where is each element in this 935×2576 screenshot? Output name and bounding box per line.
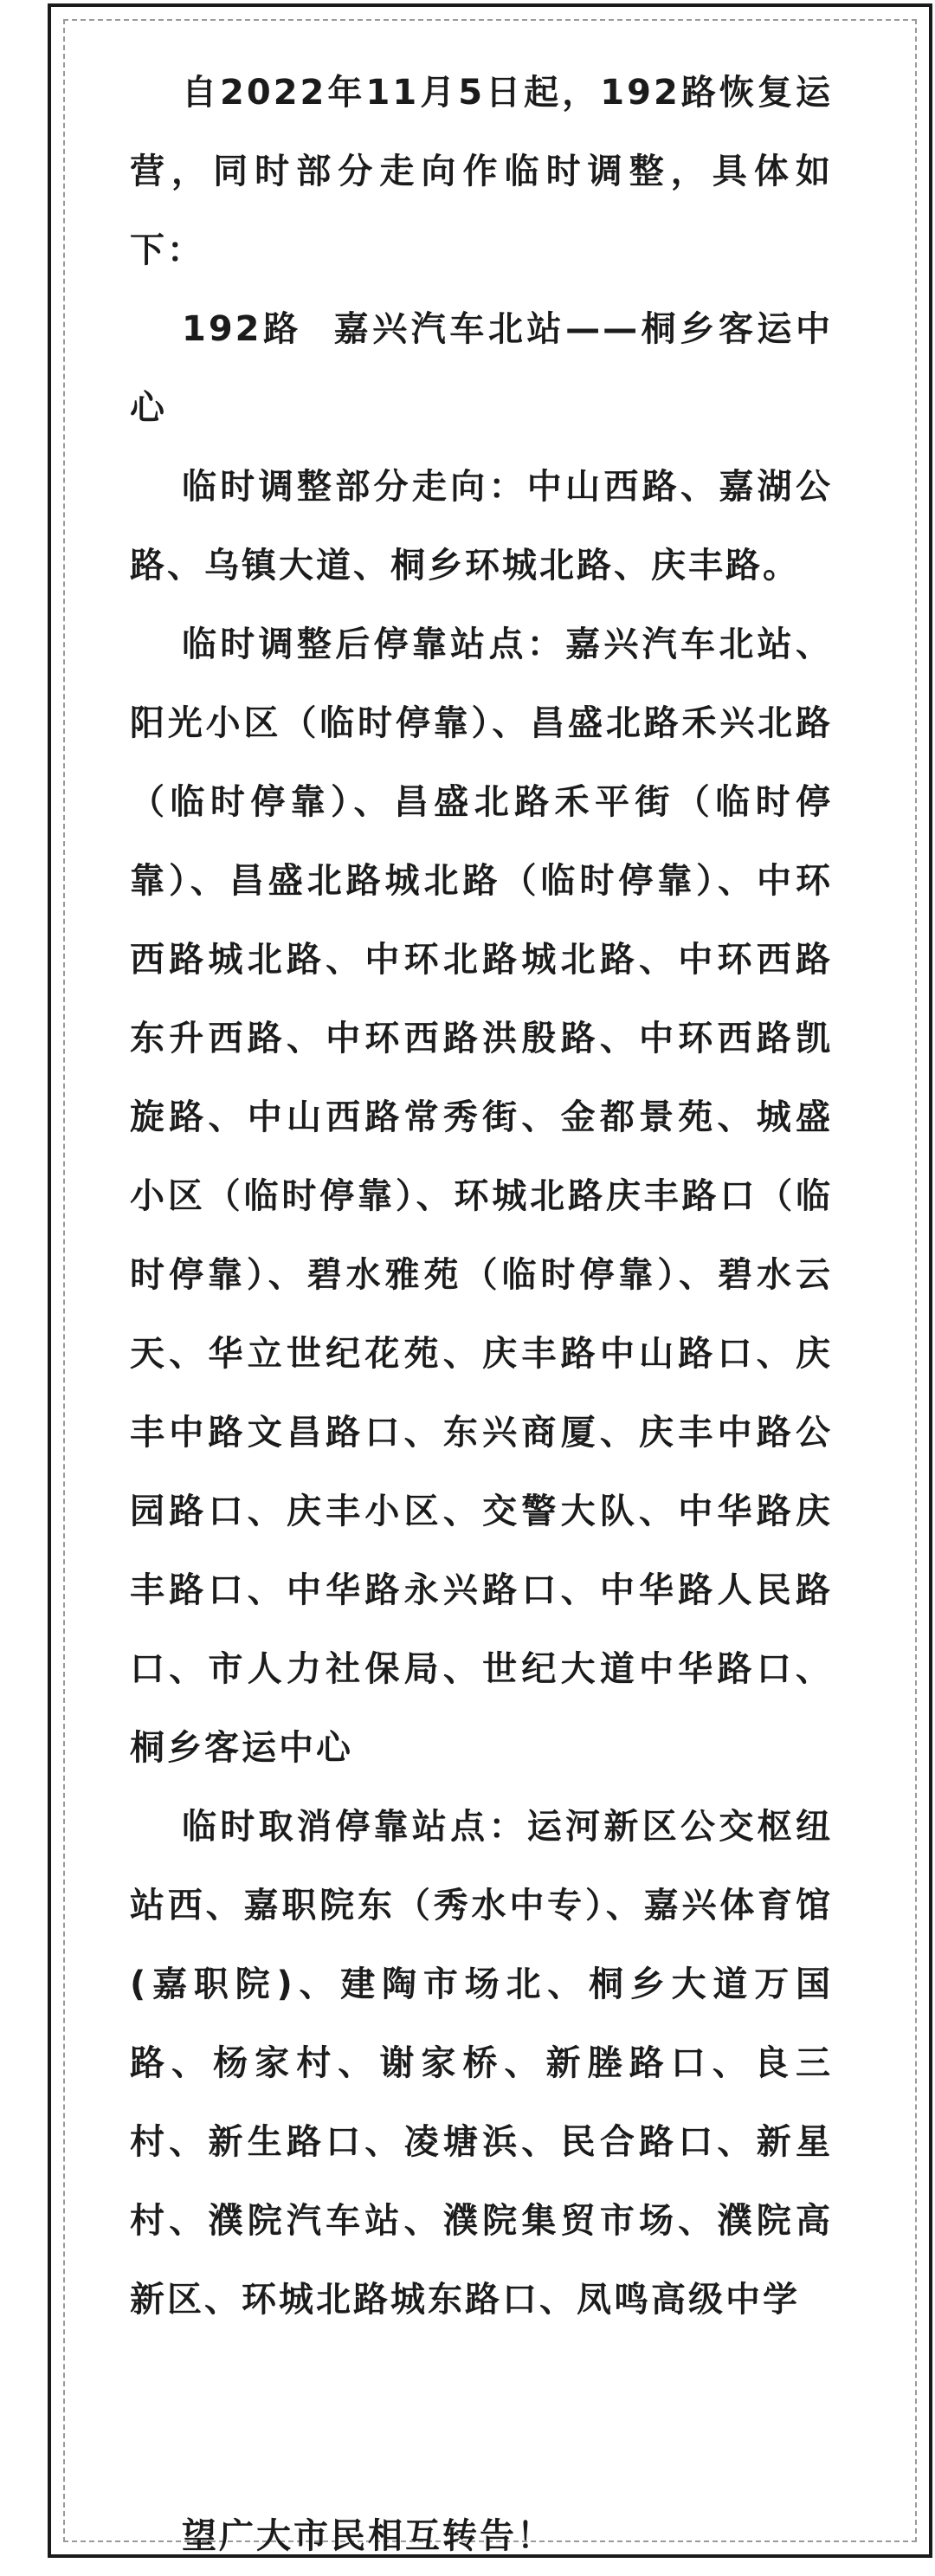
adjusted-direction-paragraph: 临时调整部分走向：中山西路、嘉湖公路、乌镇大道、桐乡环城北路、庆丰路。 xyxy=(130,467,833,586)
spacer xyxy=(130,2340,833,2497)
intro-paragraph: 自2022年11月5日起，192路恢复运营，同时部分走向作临时调整，具体如下： xyxy=(130,73,833,270)
notice-body xyxy=(130,54,833,2576)
cancelled-stops-paragraph: 临时取消停靠站点：运河新区公交枢纽站西、嘉职院东（秀水中专）、嘉兴体育馆(嘉职院)、建陶市场北、桐乡大道万国路、杨家村、谢家桥、新塍路口、良三村、新生路口、凌塘浜、民合路口、新星村、濮院汽车站、濮院集贸市场、濮院高新区、环城北路城东路口、凤鸣高级中学 xyxy=(130,1807,833,2320)
adjusted-stops-paragraph: 临时调整后停靠站点：嘉兴汽车北站、阳光小区（临时停靠）、昌盛北路禾兴北路（临时停靠）、昌盛北路禾平街（临时停靠）、昌盛北路城北路（临时停靠）、中环西路城北路、中环北路城北路、中环西路东升西路、中环西路洪殷路、中环西路凯旋路、中山西路常秀街、金都景苑、城盛小区（临时停靠）、环城北路庆丰路口（临时停靠）、碧水雅苑（临时停靠）、碧水云天、华立世纪花苑、庆丰路中山路口、庆丰中路文昌路口、东兴商厦、庆丰中路公园路口、庆丰小区、交警大队、中华路庆丰路口、中华路永兴路口、中华路人民路口、市人力社保局、世纪大道中华路口、桐乡客运中心 xyxy=(130,625,833,1768)
route-paragraph: 192路 嘉兴汽车北站——桐乡客运中心 xyxy=(130,309,833,428)
closing-paragraph: 望广大市民相互转告！ xyxy=(182,2516,554,2556)
